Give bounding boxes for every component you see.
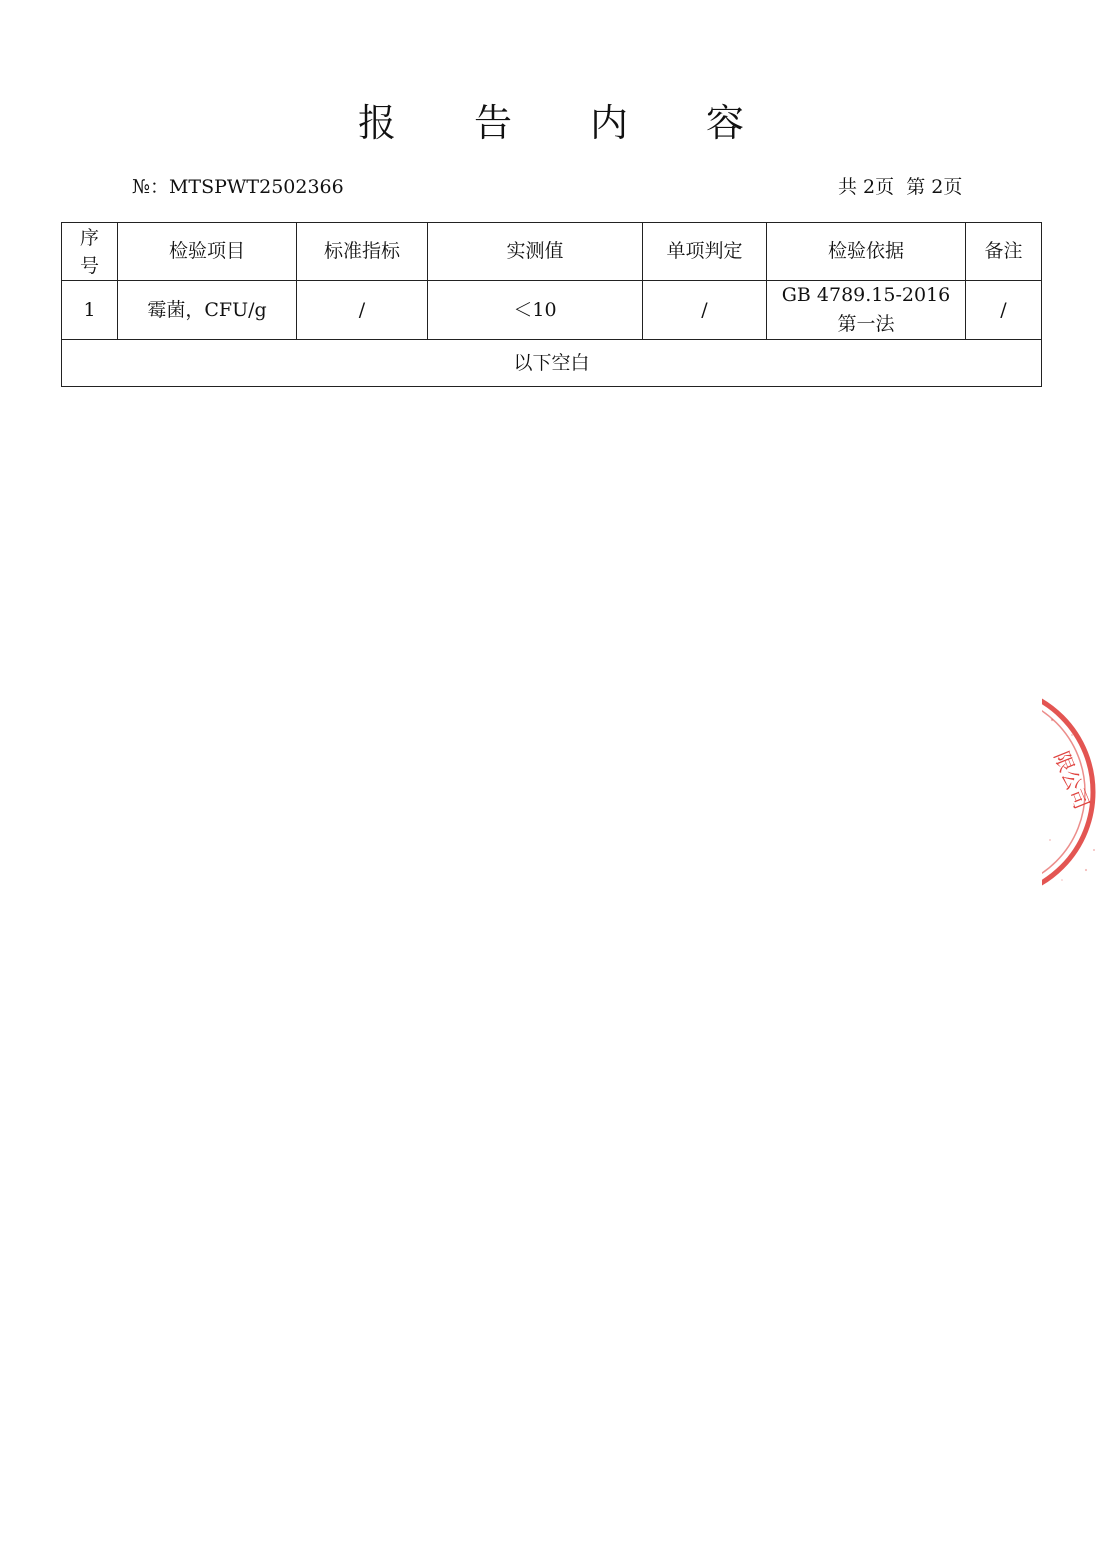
- cell-item: 霉菌，CFU/g: [118, 281, 297, 340]
- cell-judgement: /: [643, 281, 767, 340]
- basis-method: 第一法: [837, 313, 895, 335]
- header-seq: 序号: [62, 223, 118, 281]
- table-header-row: [62, 223, 1042, 281]
- results-table: [61, 222, 1042, 387]
- seal-graphic: [1042, 680, 1102, 900]
- header-item: 检验项目: [118, 223, 297, 281]
- cell-remark: /: [966, 281, 1042, 340]
- cell-seq: 1: [62, 281, 118, 340]
- seal-text: 限公司: [1049, 747, 1095, 813]
- basis-standard-code: GB 4789.15-2016: [781, 284, 951, 306]
- title-char: 内: [590, 101, 629, 145]
- header-judgement: 单项判定: [643, 223, 767, 281]
- cell-standard: /: [297, 281, 428, 340]
- end-note: 以下空白: [62, 340, 1042, 387]
- report-title: [0, 92, 1102, 147]
- header-standard: 标准指标: [297, 223, 428, 281]
- header-remark: 备注: [966, 223, 1042, 281]
- company-seal-stamp: [1042, 680, 1102, 900]
- report-number: №：MTSPWT2502366: [132, 176, 344, 198]
- header-basis: 检验依据: [767, 223, 966, 281]
- header-measured: 实测值: [428, 223, 643, 281]
- table-row: [62, 281, 1042, 340]
- cell-basis: [767, 281, 966, 340]
- title-char: 告: [473, 101, 512, 145]
- title-char: 容: [706, 101, 745, 145]
- end-of-table-row: [62, 340, 1042, 387]
- cell-measured: ＜10: [428, 281, 643, 340]
- page-info: 共 2页 第 2页: [838, 176, 963, 198]
- title-char: 报: [357, 101, 396, 145]
